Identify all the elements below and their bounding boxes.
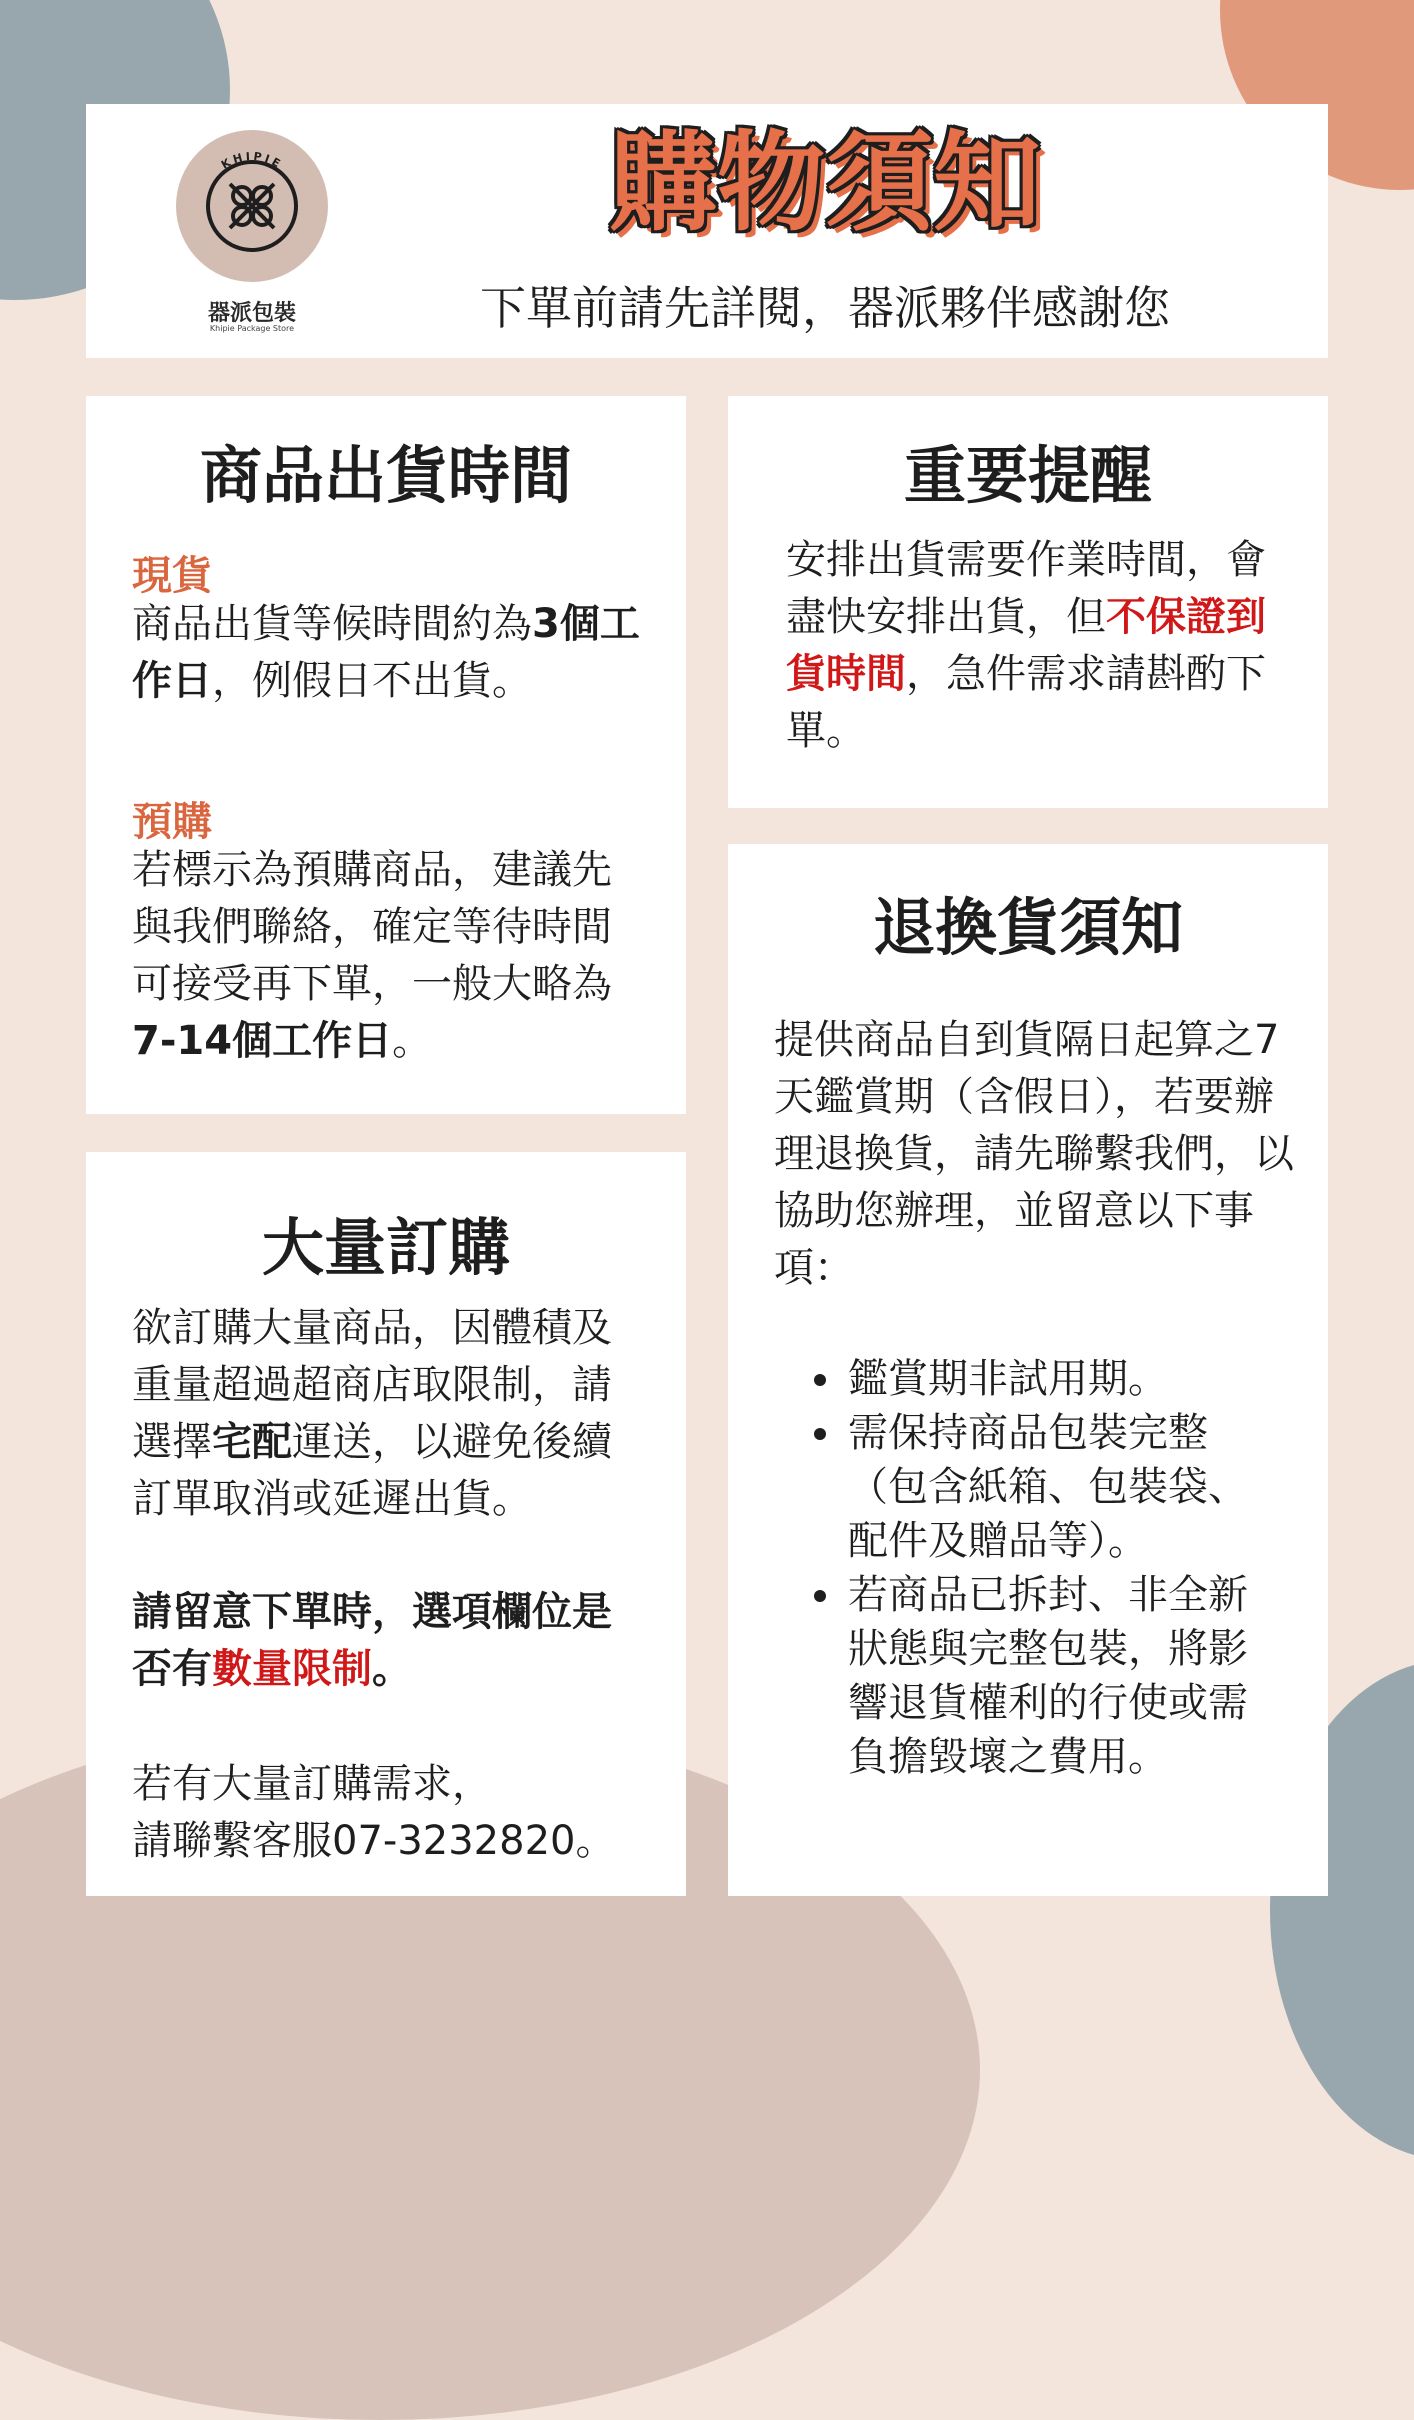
logo-knot-icon	[176, 130, 328, 282]
shipping-time-card	[86, 396, 686, 1114]
bulk-order-contact-line-2: 請聯繫客服07-3232820。	[132, 1818, 616, 1864]
logo-brand-name: 器派包裝	[207, 301, 296, 326]
returns-title: 退換貨須知	[872, 891, 1183, 964]
logo-brand-subtitle: Khipie Package Store	[209, 324, 295, 333]
store-logo	[176, 130, 328, 282]
list-item: 若商品已拆封、非全新狀態與完整包裝，將影響退貨權利的行使或需負擔毀壞之費用。	[848, 1568, 1280, 1784]
important-notice-text: 安排出貨需要作業時間，會盡快安排出貨，但不保證到貨時間，急件需求請斟酌下單。	[786, 537, 1266, 754]
shipping-time-title: 商品出貨時間	[199, 439, 572, 512]
svg-text:KHIPIE	[219, 150, 285, 172]
important-notice-title: 重要提醒	[903, 439, 1152, 512]
in-stock-text: 商品出貨等候時間約為3個工作日，例假日不出貨。	[132, 601, 640, 704]
preorder-text: 若標示為預購商品，建議先與我們聯絡，確定等待時間可接受再下單，一般大略為7-14個工作日。	[132, 847, 612, 1064]
preorder-label: 預購	[132, 799, 212, 845]
list-item: 鑑賞期非試用期。	[848, 1352, 1280, 1406]
in-stock-label: 現貨	[132, 553, 212, 599]
returns-card	[728, 844, 1328, 1896]
list-item: 需保持商品包裝完整（包含紙箱、包裝袋、配件及贈品等）。	[848, 1406, 1280, 1568]
page-title: 購物須知	[608, 121, 1041, 246]
returns-intro-text: 提供商品自到貨隔日起算之7天鑑賞期（含假日），若要辦理退換貨，請先聯繫我們，以協助您辦理，並留意以下事項：	[774, 1017, 1294, 1291]
page-subtitle: 下單前請先詳閱，器派夥伴感謝您	[480, 281, 1170, 335]
important-notice-card	[728, 396, 1328, 808]
bulk-order-card	[86, 1152, 686, 1896]
logo-ring-text: KHIPIE	[219, 149, 285, 172]
bulk-order-paragraph-1: 欲訂購大量商品，因體積及重量超過超商店取限制，請選擇宅配運送，以避免後續訂單取消或延遲出貨。	[132, 1305, 612, 1522]
bulk-order-contact-line-1: 若有大量訂購需求，	[132, 1761, 492, 1807]
bulk-order-title: 大量訂購	[261, 1211, 510, 1284]
bulk-order-paragraph-2: 請留意下單時，選項欄位是否有數量限制。	[132, 1589, 612, 1692]
returns-conditions-list	[848, 1352, 1280, 1784]
